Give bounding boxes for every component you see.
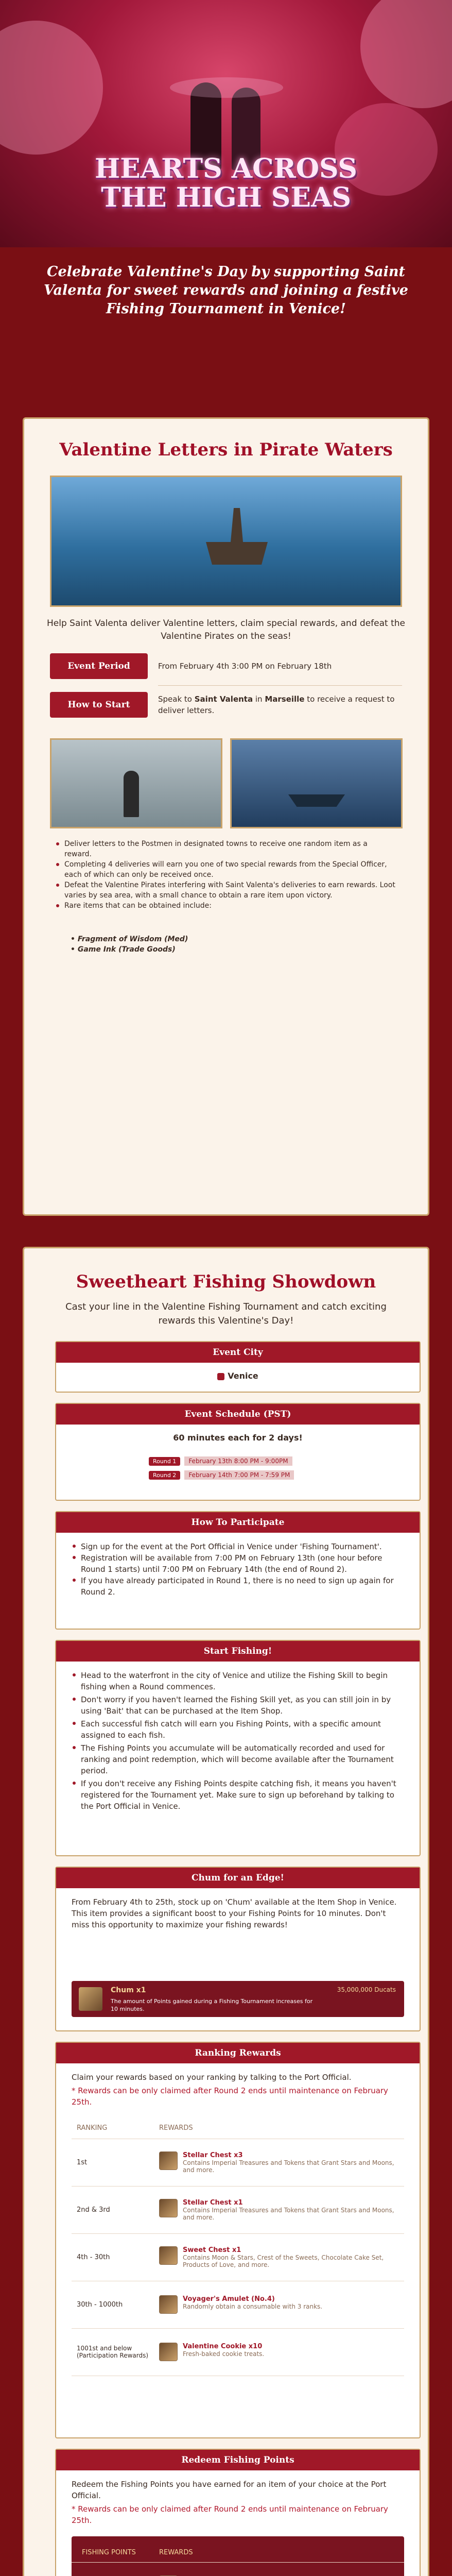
reward-name: Valentine Cookie x10 xyxy=(183,2343,263,2350)
how-to-start-mid: in xyxy=(253,694,265,704)
redeem-note: * Rewards can be only claimed after Round 2 ends until maintenance on February 25th. xyxy=(72,2504,388,2525)
reward-cell xyxy=(159,2186,404,2233)
letters-bullet: Rare items that can be obtained include: xyxy=(55,901,397,911)
letters-screenshot-ship xyxy=(50,476,402,607)
col-rewards: REWARDS xyxy=(159,2118,404,2139)
schedule-box xyxy=(55,1403,421,1501)
redeem-text: Redeem the Fishing Points you have earned for an item of your choice at the Port Official. xyxy=(72,2480,387,2500)
chum-box xyxy=(55,1867,421,2031)
start-item: Don't worry if you haven't learned the Fishing Skill yet, as you can still join in by using 'Bait' that can be purchased at the Item Shop. xyxy=(72,1694,404,1717)
divider xyxy=(158,685,402,686)
ranking-table-header xyxy=(72,2118,404,2139)
redeem-header: Redeem Fishing Points xyxy=(56,2450,420,2470)
reward-cell xyxy=(159,2139,404,2186)
city-name: Marseille xyxy=(265,694,305,704)
rare-item: • Game Ink (Trade Goods) xyxy=(71,945,176,954)
chest-icon xyxy=(159,2151,178,2170)
cherry-blossom-decoration xyxy=(0,21,103,155)
how-to-start-post: to receive a request to deliver letters. xyxy=(158,694,395,715)
hero-title-line-1: HEARTS ACROSS xyxy=(95,153,357,184)
ship-icon xyxy=(206,508,268,565)
participate-item: If you have already participated in Round 1, there is no need to sign up again for Round 2. xyxy=(72,1575,404,1598)
letters-bullet: Deliver letters to the Postmen in designated towns to receive one random item as a reward. xyxy=(55,839,397,859)
reward-desc: Fresh-baked cookie treats. xyxy=(183,2350,265,2358)
rank-cell: 1st xyxy=(72,2139,159,2186)
hero-title-line-2: THE HIGH SEAS xyxy=(101,182,351,213)
table-row xyxy=(72,2233,404,2281)
ranking-header: Ranking Rewards xyxy=(56,2043,420,2063)
reward-cell xyxy=(159,2562,404,2576)
participate-header: How To Participate xyxy=(56,1512,420,1533)
ranking-note: * Rewards can be only claimed after Round 2 ends until maintenance on February 25th. xyxy=(72,2086,388,2107)
reward-desc: Contains Imperial Treasures and Tokens that Grant Stars and Moons, and more. xyxy=(183,2206,394,2221)
ranking-text: Claim your rewards based on your ranking by talking to the Port Official. xyxy=(72,2073,352,2082)
reward-desc: Contains Moon & Stars, Crest of the Sweets, Chocolate Cake Set, Products of Love, and more. xyxy=(183,2253,384,2268)
letters-description: Help Saint Valenta deliver Valentine letters, claim special rewards, and defeat the Valentine Pirates on the seas! xyxy=(47,618,405,641)
letters-title: Valentine Letters in Pirate Waters xyxy=(59,439,393,460)
chum-header: Chum for an Edge! xyxy=(56,1868,420,1888)
event-period-text: From February 4th 3:00 PM on February 18th xyxy=(158,662,332,671)
hero-banner xyxy=(0,0,452,247)
cookie-icon xyxy=(159,2343,178,2361)
event-city-header: Event City xyxy=(56,1342,420,1363)
chum-name: Chum x1 xyxy=(111,1986,146,1994)
chum-bag-icon xyxy=(79,1987,102,2011)
rank-cell: 2nd & 3rd xyxy=(72,2186,159,2233)
reward-desc: Randomly obtain a consumable with 3 ranks. xyxy=(183,2303,323,2310)
amulet-icon xyxy=(159,2295,178,2314)
redeem-box xyxy=(55,2449,421,2576)
start-item: The Fishing Points you accumulate will be automatically recorded and used for ranking and point redemption, which will become available after the Tournament period. xyxy=(72,1742,404,1776)
letters-screenshot-battle xyxy=(230,738,403,828)
cherry-blossom-decoration xyxy=(360,0,452,108)
participate-list xyxy=(72,1541,404,1598)
rare-item: • Fragment of Wisdom (Med) xyxy=(71,935,188,943)
start-item: Head to the waterfront in the city of Venice and utilize the Fishing Skill to begin fishing when a Round commences. xyxy=(72,1670,404,1692)
participate-box xyxy=(55,1511,421,1630)
fishing-panel xyxy=(23,1247,429,2576)
round-time: February 13th 8:00 PM - 9:00PM xyxy=(184,1456,292,1466)
schedule-header: Event Schedule (PST) xyxy=(56,1404,420,1425)
chum-item-card xyxy=(72,1981,404,2017)
reward-cell xyxy=(159,2233,404,2281)
npc-name: Saint Valenta xyxy=(194,694,253,704)
round-time: February 14th 7:00 PM - 7:59 PM xyxy=(184,1470,294,1480)
rank-cell: 1001st and below (Participation Rewards) xyxy=(72,2328,159,2376)
event-city-box xyxy=(55,1341,421,1393)
schedule-note: 60 minutes each for 2 days! xyxy=(173,1433,303,1443)
start-warning: If you don't receive any Fishing Points despite catching fish, it means you haven't registered for the Tournament yet. Make sure to sign up beforehand by talking to the Port Official in Venice. xyxy=(72,1778,404,1812)
pirate-ship-icon xyxy=(288,776,345,807)
table-row xyxy=(72,2139,404,2186)
start-fishing-header: Start Fishing! xyxy=(56,1641,420,1662)
col-points: FISHING POINTS xyxy=(72,2544,159,2562)
redeem-table xyxy=(72,2544,404,2576)
event-period-label: Event Period xyxy=(50,653,148,679)
redeem-table-wrap xyxy=(72,2536,404,2576)
chum-description: The amount of Points gained during a Fishing Tournament increases for 10 minutes. xyxy=(111,1998,313,2012)
round-badge: Round 1 xyxy=(149,1457,180,1466)
hero-intro-text: Celebrate Valentine's Day by supporting Saint Valenta for sweet rewards and joining a festive Fishing Tournament in Venice! xyxy=(44,264,408,317)
how-to-start-text xyxy=(158,693,402,716)
hero-title xyxy=(0,155,452,212)
npc-figure xyxy=(124,771,139,817)
round-badge: Round 2 xyxy=(149,1471,180,1480)
fishing-intro: Cast your line in the Valentine Fishing Tournament and catch exciting rewards this Valentine's Day! xyxy=(65,1301,387,1326)
reward-name: Stellar Chest x3 xyxy=(183,2151,243,2159)
rank-cell: 30th - 1000th xyxy=(72,2281,159,2328)
redeem-table-header xyxy=(72,2544,404,2562)
chum-price: 35,000,000 Ducats xyxy=(337,1986,396,1993)
table-row xyxy=(72,2281,404,2328)
rank-cell: 4th - 30th xyxy=(72,2233,159,2281)
letters-screenshot-town xyxy=(50,738,222,828)
letters-panel xyxy=(23,417,429,1216)
heart-glow xyxy=(170,77,283,98)
reward-desc: Contains Imperial Treasures and Tokens that Grant Stars and Moons, and more. xyxy=(183,2159,394,2174)
chest-icon xyxy=(159,2246,178,2265)
reward-cell xyxy=(159,2328,404,2376)
table-row xyxy=(72,2186,404,2233)
col-ranking: RANKING xyxy=(72,2118,159,2139)
ranking-box xyxy=(55,2042,421,2438)
chest-icon xyxy=(159,2199,178,2217)
table-row xyxy=(72,2328,404,2376)
table-row xyxy=(72,2562,404,2576)
ranking-table xyxy=(72,2118,404,2376)
reward-name: Voyager's Amulet (No.4) xyxy=(183,2295,275,2303)
start-item: Each successful fish catch will earn you Fishing Points, with a specific amount assigned to each fish. xyxy=(72,1718,404,1741)
reward-cell xyxy=(159,2281,404,2328)
start-fishing-box xyxy=(55,1640,421,1856)
participate-item: Registration will be available from 7:00 PM on February 13th (one hour before Round 1 starts) until 7:00 PM on February 14th (the end of Round 2). xyxy=(72,1552,404,1575)
round-row xyxy=(149,1468,329,1482)
schedule-rounds xyxy=(149,1454,329,1482)
how-to-start-label: How to Start xyxy=(50,692,148,718)
reward-name: Stellar Chest x1 xyxy=(183,2198,243,2207)
start-fishing-list xyxy=(72,1670,404,1812)
chum-text: From February 4th to 25th, stock up on 'Chum' available at the Item Shop in Venice. This item provides a significant boost to your Fishing Points for 10 minutes. Don't miss this opportunity to maximize your fishing rewards! xyxy=(72,1897,397,1929)
how-to-start-pre: Speak to xyxy=(158,694,195,704)
reward-name: Sweet Chest x1 xyxy=(183,2246,241,2254)
col-rewards: REWARDS xyxy=(159,2544,404,2562)
letters-bullet: Defeat the Valentine Pirates interfering with Saint Valenta's deliveries to earn rewards. Loot varies by sea area, with a small chance to obtain a rare item upon victory. xyxy=(55,880,397,901)
letters-bullet-list xyxy=(55,839,397,911)
event-city-value: Venice xyxy=(56,1371,420,1381)
city-marker-icon xyxy=(217,1373,224,1380)
fishing-title: Sweetheart Fishing Showdown xyxy=(76,1272,376,1292)
round-row xyxy=(149,1454,329,1468)
letters-bullet: Completing 4 deliveries will earn you one of two special rewards from the Special Officer, each of which can only be received once. xyxy=(55,859,397,880)
points-cell xyxy=(72,2562,159,2576)
rare-items-list xyxy=(71,934,379,955)
participate-item: Sign up for the event at the Port Official in Venice under 'Fishing Tournament'. xyxy=(72,1541,404,1552)
